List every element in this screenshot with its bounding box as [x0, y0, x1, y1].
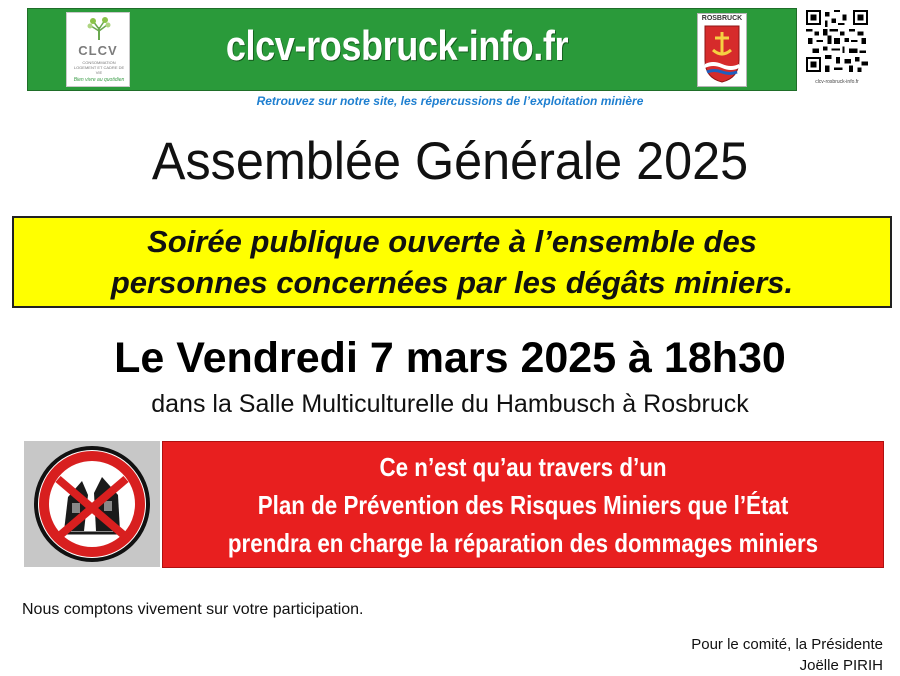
participation-text: Nous comptons vivement sur votre participation. [22, 601, 364, 618]
message-box [162, 441, 884, 568]
qr-code-icon[interactable] [806, 10, 868, 72]
message-line-3: prendra en charge la réparation des dommages miniers [227, 528, 819, 558]
tagline: Retrouvez sur notre site, les répercussions de l’exploitation minière [256, 94, 644, 108]
event-date: Le Vendredi 7 mars 2025 à 18h30 [114, 334, 786, 382]
invitation-line-1: Soirée publique ouverte à l’ensemble des [147, 224, 757, 259]
no-mining-subsidence-sign [24, 441, 160, 567]
no-mining-subsidence-icon [24, 441, 160, 567]
clcv-logo [66, 12, 130, 87]
qr-caption: clcv-rosbruck-info.fr [815, 79, 859, 85]
message-line-2: Plan de Prévention des Risques Miniers que l’État [257, 490, 789, 520]
signature-role: Pour le comité, la Présidente [691, 636, 883, 653]
site-title: clcv-rosbruck-info.fr [225, 22, 569, 69]
tree-icon [85, 17, 113, 41]
coat-of-arms-icon [703, 24, 741, 84]
message-line-1: Ce n’est qu’au travers d’un [379, 452, 667, 482]
clcv-logo-slogan: Bien vivre au quotidien [73, 77, 125, 83]
invitation-box [12, 216, 892, 308]
invitation-line-2: personnes concernées par les dégâts miniers. [110, 265, 794, 300]
signature-name: Joëlle PIRIH [799, 657, 883, 674]
crest-name: ROSBRUCK [701, 15, 743, 22]
event-venue: dans la Salle Multiculturelle du Hambusch à Rosbruck [151, 390, 749, 418]
clcv-logo-subtitle: CONSOMMATION LOGEMENT ET CADRE DE VIE [73, 60, 125, 75]
rosbruck-crest [697, 13, 747, 87]
page-title: Assemblée Générale 2025 [151, 132, 749, 191]
clcv-logo-name: CLCV [78, 43, 118, 58]
